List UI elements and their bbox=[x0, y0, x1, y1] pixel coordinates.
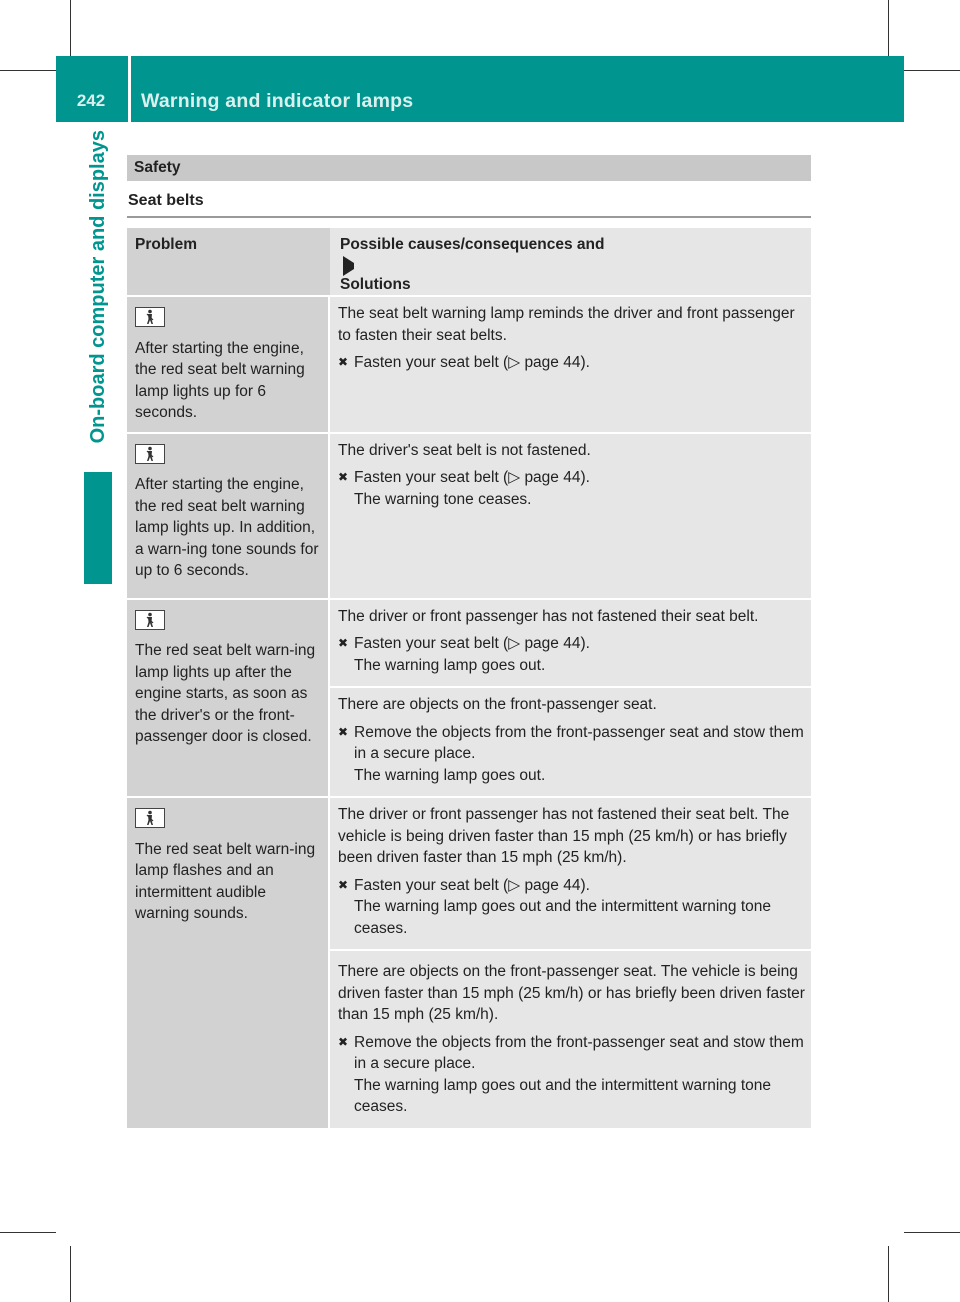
cause-text: The driver or front passenger has not fastened their seat belt. The vehicle is being driven faster than 15 mph (25 km/h) or has briefly been driven faster than 15 mph (25 km/h). bbox=[338, 806, 790, 866]
problem-text: After starting the engine, the red seat belt warning lamp lights up for 6 seconds. bbox=[135, 339, 305, 421]
cause-cell bbox=[330, 598, 811, 687]
table-header-row bbox=[127, 228, 811, 295]
action-bullet-icon: ✖ bbox=[338, 877, 349, 892]
crop-mark bbox=[70, 0, 71, 56]
problem-text: The red seat belt warn-ing lamp flashes and an intermittent audible warning sounds. bbox=[135, 840, 316, 922]
column-header-causes-prefix: Possible causes/consequences and bbox=[340, 236, 605, 253]
table-row bbox=[127, 432, 811, 598]
page-header bbox=[56, 56, 904, 122]
header-divider bbox=[128, 56, 131, 122]
action-bullet-icon: ✖ bbox=[338, 470, 349, 484]
side-tab-label-area bbox=[84, 130, 112, 472]
crop-mark bbox=[70, 1246, 71, 1302]
cause-cell bbox=[330, 796, 811, 949]
action-item bbox=[338, 633, 805, 676]
section-heading-label: Safety bbox=[134, 159, 181, 176]
subsection-rule bbox=[127, 216, 811, 218]
action-item bbox=[338, 467, 805, 510]
seat-belt-warning-icon bbox=[135, 444, 165, 464]
cause-text: The driver's seat belt is not fastened. bbox=[338, 441, 591, 459]
action-item bbox=[338, 1032, 805, 1118]
cause-text: The seat belt warning lamp reminds the driver and front passenger to fasten their seat belts. bbox=[338, 305, 795, 344]
crop-mark bbox=[888, 1246, 889, 1302]
cause-text: The driver or front passenger has not fastened their seat belt. bbox=[338, 607, 759, 625]
action-text: Remove the objects from the front-passenger seat and stow them in a secure place. bbox=[354, 1033, 804, 1072]
arrow-right-icon bbox=[343, 256, 364, 276]
action-bullet-icon: ✖ bbox=[338, 724, 349, 739]
section-heading bbox=[127, 155, 811, 181]
warning-lamp-table bbox=[127, 228, 811, 1128]
result-text: The warning tone ceases. bbox=[354, 490, 532, 508]
cause-cell bbox=[330, 295, 811, 432]
action-item bbox=[338, 352, 805, 374]
action-text: Remove the objects from the front-passenger seat and stow them in a secure place. bbox=[354, 723, 804, 762]
action-text: Fasten your seat belt (▷ page 44). bbox=[354, 469, 590, 486]
page-title: Warning and indicator lamps bbox=[141, 90, 414, 112]
column-header-problem: Problem bbox=[127, 228, 330, 295]
cause-cell bbox=[330, 686, 811, 796]
action-item bbox=[338, 875, 805, 940]
cause-text: There are objects on the front-passenger seat. bbox=[338, 696, 657, 713]
table-row bbox=[127, 295, 811, 432]
crop-mark bbox=[888, 0, 889, 56]
result-text: The warning lamp goes out. bbox=[354, 656, 546, 674]
cause-text: There are objects on the front-passenger seat. The vehicle is being driven faster than 15 mph (25 km/h) or has briefly been driven faster than 15 mph (25 km/h). bbox=[338, 963, 805, 1023]
table-row bbox=[127, 796, 811, 949]
crop-mark bbox=[0, 1232, 56, 1233]
action-text: Fasten your seat belt (▷ page 44). bbox=[354, 876, 590, 894]
crop-mark bbox=[0, 70, 56, 71]
column-header-causes bbox=[330, 228, 811, 295]
problem-cell bbox=[127, 295, 330, 432]
problem-cell bbox=[127, 796, 330, 1128]
cause-cell bbox=[330, 949, 811, 1128]
cause-cell bbox=[330, 432, 811, 598]
seat-belt-warning-icon bbox=[135, 808, 165, 828]
result-text: The warning lamp goes out and the intermittent warning tone ceases. bbox=[354, 898, 772, 937]
crop-mark bbox=[904, 1232, 960, 1233]
action-bullet-icon: ✖ bbox=[338, 355, 349, 369]
seat-belt-warning-icon bbox=[135, 610, 165, 630]
crop-mark bbox=[904, 70, 960, 71]
action-bullet-icon: ✖ bbox=[338, 636, 349, 650]
action-bullet-icon: ✖ bbox=[338, 1034, 349, 1049]
subsection-heading: Seat belts bbox=[128, 192, 204, 209]
column-header-causes-suffix: Solutions bbox=[340, 275, 411, 293]
problem-text: The red seat belt warn-ing lamp lights up after the engine starts, as soon as the driver's or the front-passenger door is closed. bbox=[135, 642, 316, 745]
problem-cell bbox=[127, 432, 330, 598]
page-number: 242 bbox=[76, 91, 106, 110]
result-text: The warning lamp goes out and the intermittent warning tone ceases. bbox=[354, 1076, 772, 1115]
problem-cell bbox=[127, 598, 330, 797]
action-text: Fasten your seat belt (▷ page 44). bbox=[354, 635, 590, 652]
side-tab-label: On-board computer and displays bbox=[87, 130, 109, 444]
table-row bbox=[127, 598, 811, 687]
problem-text: After starting the engine, the red seat belt warning lamp lights up. In addition, a warn-ing tone sounds for up to 6 seconds. bbox=[135, 476, 319, 579]
seat-belt-warning-icon bbox=[135, 307, 165, 327]
result-text: The warning lamp goes out. bbox=[354, 766, 546, 784]
side-tab-marker bbox=[84, 472, 112, 584]
action-text: Fasten your seat belt (▷ page 44). bbox=[354, 354, 590, 371]
action-item bbox=[338, 722, 805, 787]
